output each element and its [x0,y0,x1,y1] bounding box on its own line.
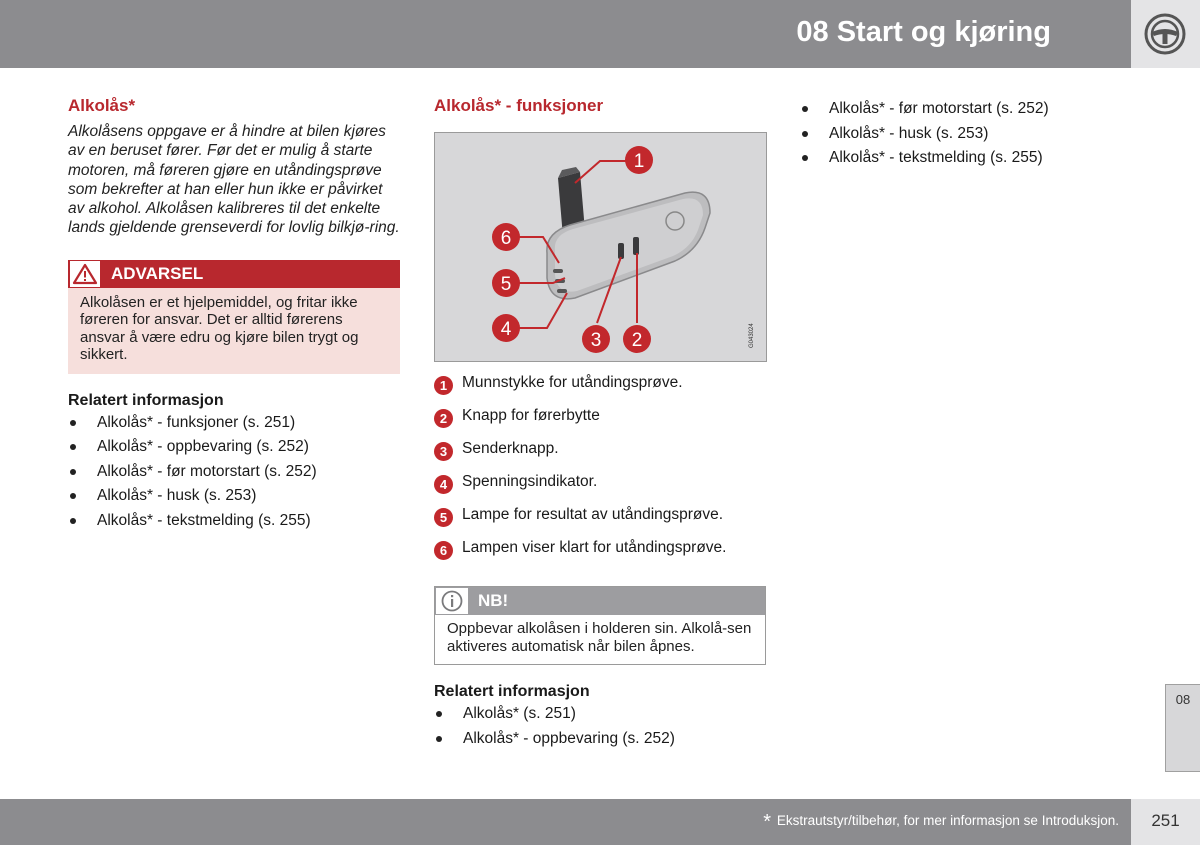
note-header [435,587,765,615]
part-number-badge: 5 [434,508,453,527]
related-link[interactable]: Alkolås* - før motorstart (s. 252) [800,97,1100,122]
chapter-tab: 08 [1165,684,1200,772]
warning-label: ADVARSEL [111,263,204,283]
note-label: NB! [478,591,509,610]
related-list [800,97,1100,171]
breathalyzer-illustration [435,133,767,362]
section-heading-funksjoner: Alkolås* - funksjoner [434,96,604,115]
info-icon [436,588,468,614]
related-link[interactable]: Alkolås* - tekstmelding (s. 255) [68,509,400,534]
part-text: Lampe for resultat av utåndingsprøve. [462,506,724,523]
related-title: Relatert informasjon [68,391,224,409]
part-item [434,539,766,572]
column-middle [434,96,766,751]
part-number-badge: 3 [434,442,453,461]
footer-text: Ekstrautstyr/tilbehør, for mer informasjon se Introduksjon. [776,813,1119,828]
breathalyzer-figure [434,132,767,362]
part-text: Lampen viser klart for utåndingsprøve. [462,539,727,556]
chapter-icon-box [1131,0,1200,68]
callout-2: 2 [631,330,643,351]
footer-star: * [763,811,772,833]
related-link[interactable]: Alkolås* - før motorstart (s. 252) [68,460,400,485]
related-list [434,702,766,751]
callout-3: 3 [590,330,602,351]
part-text: Spenningsindikator. [462,473,598,490]
callout-4: 4 [500,319,512,340]
part-number-badge: 1 [434,376,453,395]
intro-paragraph: Alkolåsens oppgave er å hindre at bilen kjøres av en beruset fører. Før det er mulig å starte motoren, må føreren gjøre en utåndingsprøve som bekrefter at han eller hun ikke er påvirket av alkohol. Alkolåsen kalibreres til det enkelte lands gjeldende grenseverdi for lovlig bilkjø-ring. [68,123,400,237]
related-link[interactable]: Alkolås* - husk (s. 253) [800,122,1100,147]
parts-list [434,374,766,572]
related-link[interactable]: Alkolås* - oppbevaring (s. 252) [68,435,400,460]
part-text: Munnstykke for utåndingsprøve. [462,374,683,391]
section-heading-alkolas: Alkolås* [68,96,136,115]
warning-text: Alkolåsen er et hjelpemiddel, og fritar ikke føreren for ansvar. Det er alltid førerens ansvar å være edru og kjøre bilen trygt og sikkert. [80,293,359,364]
part-item [434,407,766,440]
warning-triangle-icon [69,260,101,288]
warning-box [68,260,400,374]
part-item [434,506,766,539]
steering-wheel-icon [1143,12,1187,56]
related-title: Relatert informasjon [434,683,590,700]
part-text: Senderknapp. [462,440,559,457]
page-number-box [1131,799,1200,845]
column-left [68,96,400,533]
callout-5: 5 [500,274,512,295]
callout-6: 6 [500,228,512,249]
part-number-badge: 2 [434,409,453,428]
part-item [434,440,766,473]
column-right [800,96,1100,171]
part-item [434,473,766,506]
warning-header [68,260,400,288]
part-text: Knapp for førerbytte [462,407,600,424]
page-header [0,0,1131,68]
chapter-title: 08 Start og kjøring [796,16,1051,48]
figure-code: G043024 [749,323,755,348]
part-number-badge: 6 [434,541,453,560]
related-link[interactable]: Alkolås* (s. 251) [434,702,766,727]
callout-1: 1 [633,151,645,172]
note-text: Oppbevar alkolåsen i holderen sin. Alkolå-sen aktiveres automatisk når bilen åpnes. [447,620,752,655]
related-link[interactable]: Alkolås* - oppbevaring (s. 252) [434,727,766,752]
footer-note [763,811,1119,834]
page-footer [0,799,1131,845]
related-list [68,411,400,534]
part-item [434,374,766,407]
related-link[interactable]: Alkolås* - tekstmelding (s. 255) [800,146,1100,171]
related-link[interactable]: Alkolås* - funksjoner (s. 251) [68,411,400,436]
note-box [434,586,766,665]
related-link[interactable]: Alkolås* - husk (s. 253) [68,484,400,509]
part-number-badge: 4 [434,475,453,494]
page-number: 251 [1151,811,1180,830]
